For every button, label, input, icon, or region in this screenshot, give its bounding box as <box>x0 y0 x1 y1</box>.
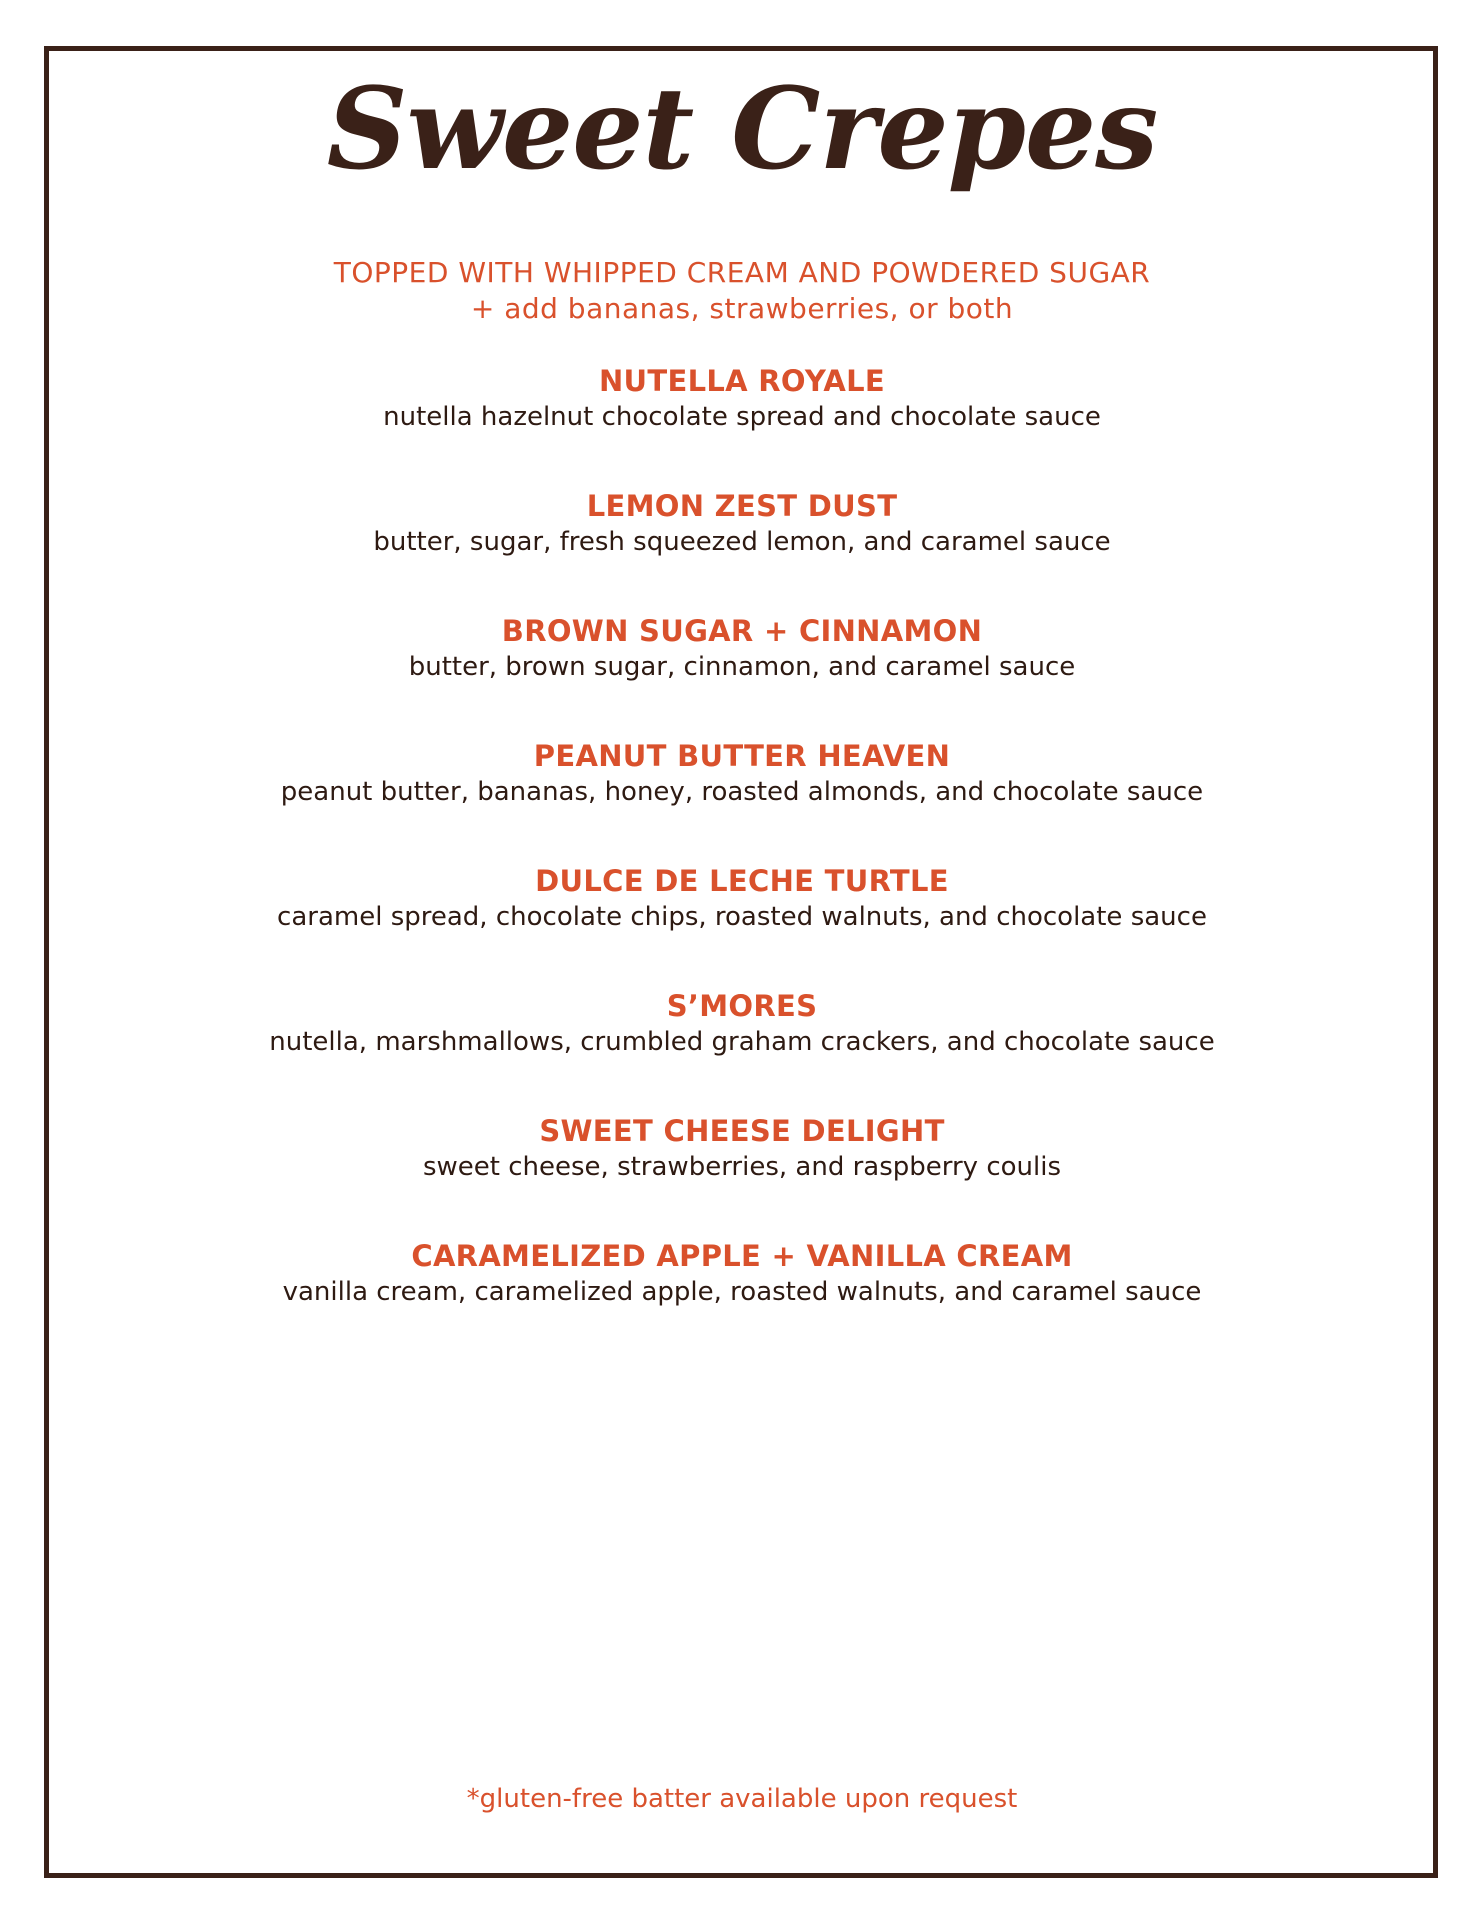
menu-item-name: BROWN SUGAR + CINNAMON <box>501 614 983 648</box>
menu-subtitle: TOPPED WITH WHIPPED CREAM AND POWDERED SUGAR <box>333 256 1151 289</box>
menu-item-description: butter, brown sugar, cinnamon, and caramel sauce <box>408 652 1076 682</box>
menu-item <box>0 862 1484 987</box>
menu-item-name: CARAMELIZED APPLE + VANILLA CREAM <box>411 1239 1073 1273</box>
menu-item <box>0 737 1484 862</box>
menu-item-description: nutella, marshmallows, crumbled graham crackers, and chocolate sauce <box>269 1027 1215 1057</box>
menu-subtitle-block <box>0 255 1484 327</box>
menu-item <box>0 362 1484 487</box>
menu-item <box>0 987 1484 1112</box>
menu-item-name: DULCE DE LECHE TURTLE <box>535 864 949 898</box>
menu-item-name: S’MORES <box>666 989 818 1023</box>
menu-item-description: vanilla cream, caramelized apple, roasted walnuts, and caramel sauce <box>282 1277 1202 1307</box>
menu-item-name: SWEET CHEESE DELIGHT <box>539 1114 945 1148</box>
menu-item-description: peanut butter, bananas, honey, roasted almonds, and chocolate sauce <box>280 777 1204 807</box>
menu-item <box>0 612 1484 737</box>
menu-item-name: LEMON ZEST DUST <box>586 489 898 523</box>
menu-item-name: PEANUT BUTTER HEAVEN <box>533 739 951 773</box>
menu-item-description: nutella hazelnut chocolate spread and chocolate sauce <box>383 402 1101 432</box>
menu-item-description: sweet cheese, strawberries, and raspberry coulis <box>422 1152 1062 1182</box>
menu-item <box>0 1112 1484 1237</box>
menu-list <box>0 362 1484 1362</box>
menu-item <box>0 487 1484 612</box>
gluten-free-note: *gluten-free batter available upon request <box>466 1784 1018 1814</box>
menu-item <box>0 1237 1484 1362</box>
menu-item-description: caramel spread, chocolate chips, roasted walnuts, and chocolate sauce <box>277 902 1207 932</box>
menu-item-name: NUTELLA ROYALE <box>598 364 885 398</box>
menu-title: Sweet Crepes <box>326 64 1158 195</box>
menu-item-description: butter, sugar, fresh squeezed lemon, and caramel sauce <box>373 527 1111 557</box>
menu-addons: + add bananas, strawberries, or both <box>470 292 1014 325</box>
